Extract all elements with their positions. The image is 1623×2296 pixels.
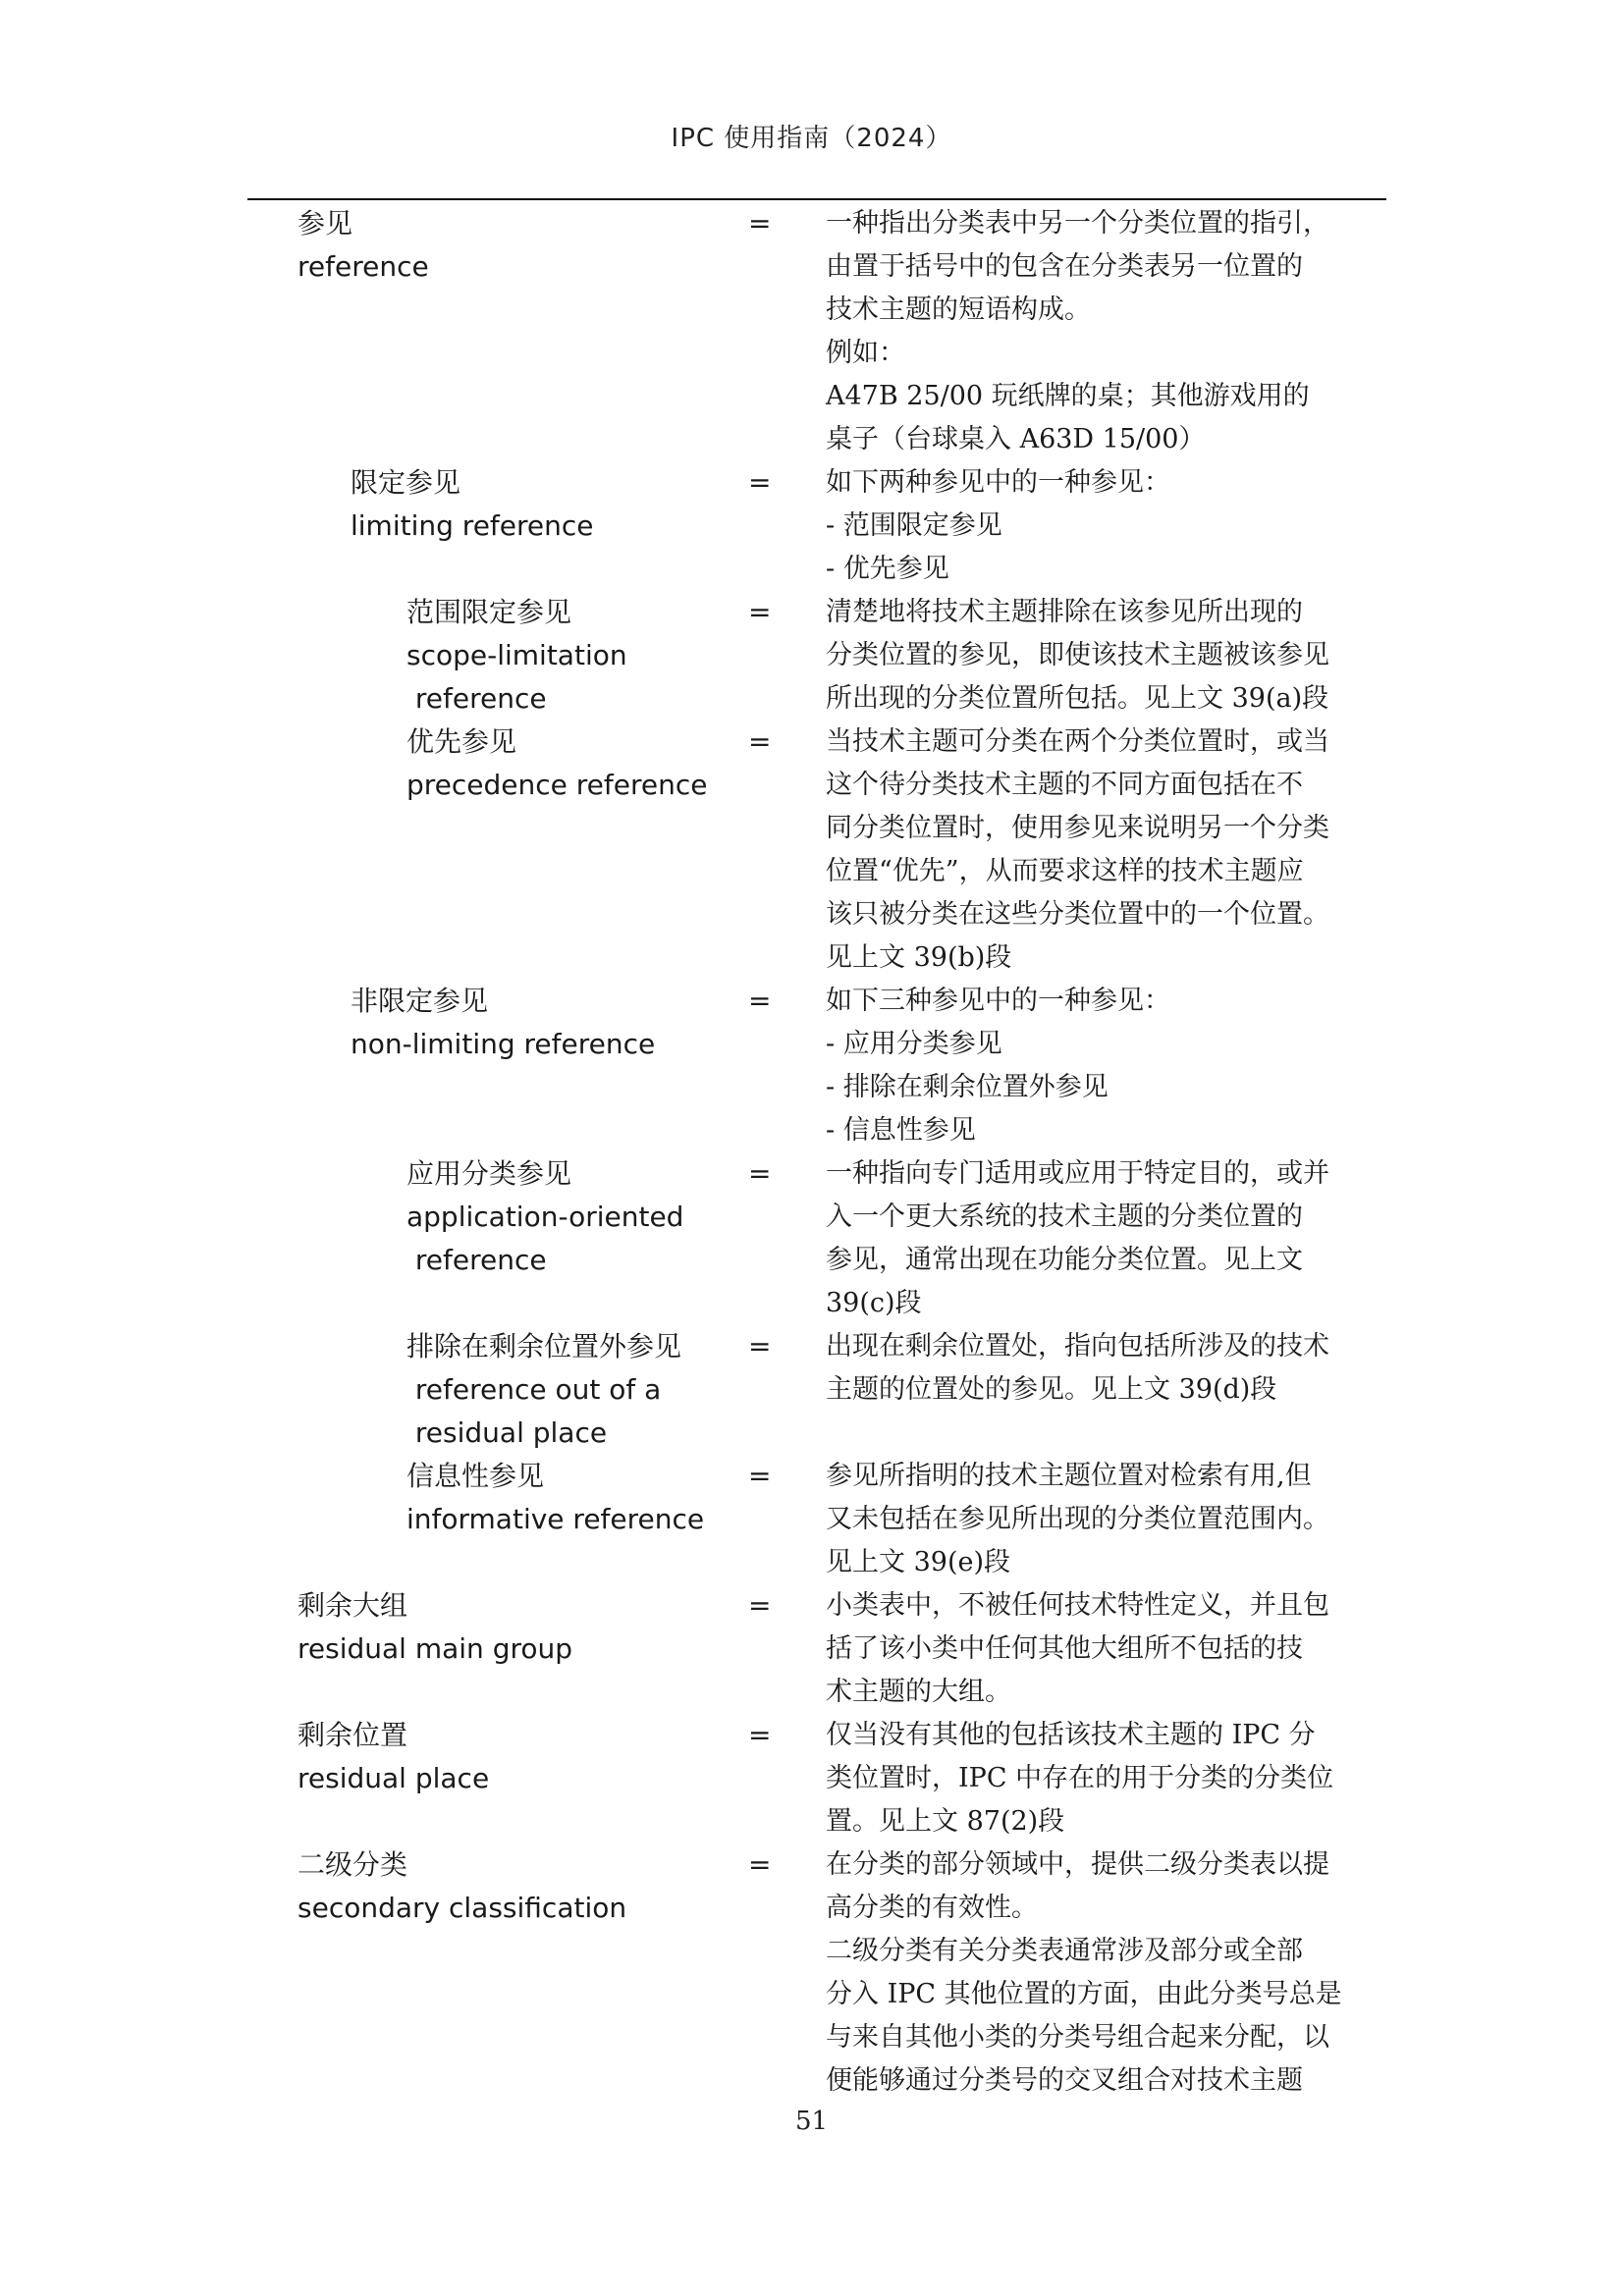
term-chinese: 排除在剩余位置外参见 xyxy=(406,1330,682,1362)
definition-line: - 信息性参见 xyxy=(826,1115,976,1146)
term-chinese: 二级分类 xyxy=(298,1848,408,1881)
term xyxy=(406,721,730,807)
definition xyxy=(826,1843,1356,2103)
term-english: precedence reference xyxy=(406,769,708,801)
equals-sign: = xyxy=(748,1157,772,1190)
definition xyxy=(826,980,1356,1152)
term-english: residual place xyxy=(406,1416,608,1449)
term-chinese: 参见 xyxy=(298,207,353,240)
definition-line: 由置于括号中的包含在分类表另一位置的 xyxy=(826,251,1303,282)
term-chinese: 非限定参见 xyxy=(351,985,489,1017)
term-english: reference xyxy=(298,250,429,283)
term-english: non-limiting reference xyxy=(351,1028,656,1060)
term-english: secondary classification xyxy=(298,1892,627,1924)
definition-line: 同分类位置时，使用参见来说明另一个分类 xyxy=(826,813,1329,843)
equals-sign: = xyxy=(748,596,772,628)
definition-line: 仅当没有其他的包括该技术主题的 IPC 分 xyxy=(826,1720,1316,1750)
definition-line: 见上文 39(e)段 xyxy=(826,1547,1010,1577)
definition-line: - 范围限定参见 xyxy=(826,510,1002,541)
definition-line: 一种指向专门适用或应用于特定目的，或并 xyxy=(826,1158,1329,1189)
definition-line: 例如： xyxy=(826,338,905,368)
term-chinese: 范围限定参见 xyxy=(406,596,572,628)
definition-line: 桌子（台球桌入 A63D 15/00） xyxy=(826,424,1206,454)
definition xyxy=(826,461,1356,591)
glossary-entry-secondary-classification xyxy=(0,1843,1623,2103)
definition-line: 入一个更大系统的技术主题的分类位置的 xyxy=(826,1201,1303,1232)
definition-line: 括了该小类中任何其他大组所不包括的技 xyxy=(826,1633,1303,1664)
glossary-table xyxy=(0,202,1623,2103)
definition-line: 当技术主题可分类在两个分类位置时，或当 xyxy=(826,726,1329,757)
definition xyxy=(826,591,1356,721)
definition-line: 参见所指明的技术主题位置对检索有用,但 xyxy=(826,1461,1312,1491)
definition-line: 在分类的部分领域中，提供二级分类表以提 xyxy=(826,1849,1329,1880)
definition-line: 主题的位置处的参见。见上文 39(d)段 xyxy=(826,1374,1277,1405)
term xyxy=(351,461,724,548)
term-english: application-oriented xyxy=(406,1201,684,1233)
definition-line: - 排除在剩余位置外参见 xyxy=(826,1072,1109,1102)
definition-line: - 优先参见 xyxy=(826,554,949,584)
definition xyxy=(826,1714,1356,1843)
definition-line: 分类位置的参见，即使该技术主题被该参见 xyxy=(826,640,1329,670)
equals-sign: = xyxy=(748,207,772,240)
glossary-entry-reference xyxy=(0,202,1623,461)
term-chinese: 剩余大组 xyxy=(298,1589,408,1622)
definition-line: 参见，通常出现在功能分类位置。见上文 xyxy=(826,1245,1303,1275)
definition-line: 置。见上文 87(2)段 xyxy=(826,1806,1065,1837)
definition-line: 技术主题的短语构成。 xyxy=(826,294,1091,325)
term-english: limiting reference xyxy=(351,509,594,542)
equals-sign: = xyxy=(748,1848,772,1881)
definition-line: 与来自其他小类的分类号组合起来分配，以 xyxy=(826,2022,1329,2053)
definition xyxy=(826,1325,1356,1412)
definition-line: 二级分类有关分类表通常涉及部分或全部 xyxy=(826,1936,1303,1966)
term xyxy=(406,1325,730,1455)
term xyxy=(298,1714,710,1800)
term-chinese: 信息性参见 xyxy=(406,1460,545,1492)
definition-line: 术主题的大组。 xyxy=(826,1677,1011,1707)
definition-line: 一种指出分类表中另一个分类位置的指引， xyxy=(826,208,1329,239)
term-english: reference out of a xyxy=(406,1373,662,1406)
definition-line: 小类表中，不被任何技术特性定义，并且包 xyxy=(826,1590,1329,1621)
term-english: scope-limitation xyxy=(406,639,627,671)
term xyxy=(406,1455,730,1541)
header-rule xyxy=(247,198,1386,200)
equals-sign: = xyxy=(748,466,772,499)
term-english: residual main group xyxy=(298,1632,573,1665)
glossary-entry-residual-main-group xyxy=(0,1584,1623,1714)
term-english: reference xyxy=(406,682,547,715)
term xyxy=(406,1152,730,1282)
term-english: reference xyxy=(406,1244,547,1276)
definition-line: 所出现的分类位置所包括。见上文 39(a)段 xyxy=(826,683,1329,714)
definition-line: 该只被分类在这些分类位置中的一个位置。 xyxy=(826,899,1329,930)
definition-line: 如下两种参见中的一种参见： xyxy=(826,467,1170,498)
term-chinese: 剩余位置 xyxy=(298,1719,408,1751)
equals-sign: = xyxy=(748,1460,772,1492)
definition-line: 如下三种参见中的一种参见： xyxy=(826,986,1170,1016)
equals-sign: = xyxy=(748,1330,772,1362)
definition-line: 这个待分类技术主题的不同方面包括在不 xyxy=(826,770,1303,800)
term-chinese: 限定参见 xyxy=(351,466,461,499)
term-chinese: 优先参见 xyxy=(406,725,517,758)
definition xyxy=(826,1152,1356,1325)
definition-line: A47B 25/00 玩纸牌的桌；其他游戏用的 xyxy=(826,381,1310,411)
glossary-entry-residual-place xyxy=(0,1714,1623,1843)
term xyxy=(351,980,724,1066)
term-chinese: 应用分类参见 xyxy=(406,1157,572,1190)
glossary-entry-limiting-reference xyxy=(0,461,1623,591)
term xyxy=(298,202,710,289)
definition-line: 位置“优先”，从而要求这样的技术主题应 xyxy=(826,856,1304,886)
definition-line: 清楚地将技术主题排除在该参见所出现的 xyxy=(826,597,1303,627)
definition-line: 类位置时，IPC 中存在的用于分类的分类位 xyxy=(826,1763,1334,1793)
definition-line: 出现在剩余位置处，指向包括所涉及的技术 xyxy=(826,1331,1329,1362)
definition xyxy=(826,1584,1356,1714)
definition-line: 39(c)段 xyxy=(826,1288,922,1318)
equals-sign: = xyxy=(748,725,772,758)
definition-line: 便能够通过分类号的交叉组合对技术主题 xyxy=(826,2065,1303,2096)
term xyxy=(406,591,730,721)
equals-sign: = xyxy=(748,1589,772,1622)
definition-line: - 应用分类参见 xyxy=(826,1029,1002,1059)
page-number: 51 xyxy=(794,2107,829,2136)
glossary-entry-reference-out-of-residual-place xyxy=(0,1325,1623,1455)
term xyxy=(298,1843,710,1930)
glossary-entry-non-limiting-reference xyxy=(0,980,1623,1152)
glossary-entry-application-oriented-reference xyxy=(0,1152,1623,1325)
definition-line: 见上文 39(b)段 xyxy=(826,942,1012,973)
definition-line: 分入 IPC 其他位置的方面，由此分类号总是 xyxy=(826,1979,1342,2009)
running-header: IPC 使用指南（2024） xyxy=(671,124,952,153)
definition-line: 高分类的有效性。 xyxy=(826,1893,1038,1923)
definition xyxy=(826,721,1356,980)
glossary-entry-precedence-reference xyxy=(0,721,1623,980)
definition xyxy=(826,1455,1356,1584)
definition xyxy=(826,202,1356,461)
term-english: informative reference xyxy=(406,1503,705,1535)
term-english: residual place xyxy=(298,1762,490,1794)
glossary-entry-scope-limitation-reference xyxy=(0,591,1623,721)
equals-sign: = xyxy=(748,985,772,1017)
definition-line: 又未包括在参见所出现的分类位置范围内。 xyxy=(826,1504,1329,1534)
equals-sign: = xyxy=(748,1719,772,1751)
term xyxy=(298,1584,710,1671)
glossary-entry-informative-reference xyxy=(0,1455,1623,1584)
